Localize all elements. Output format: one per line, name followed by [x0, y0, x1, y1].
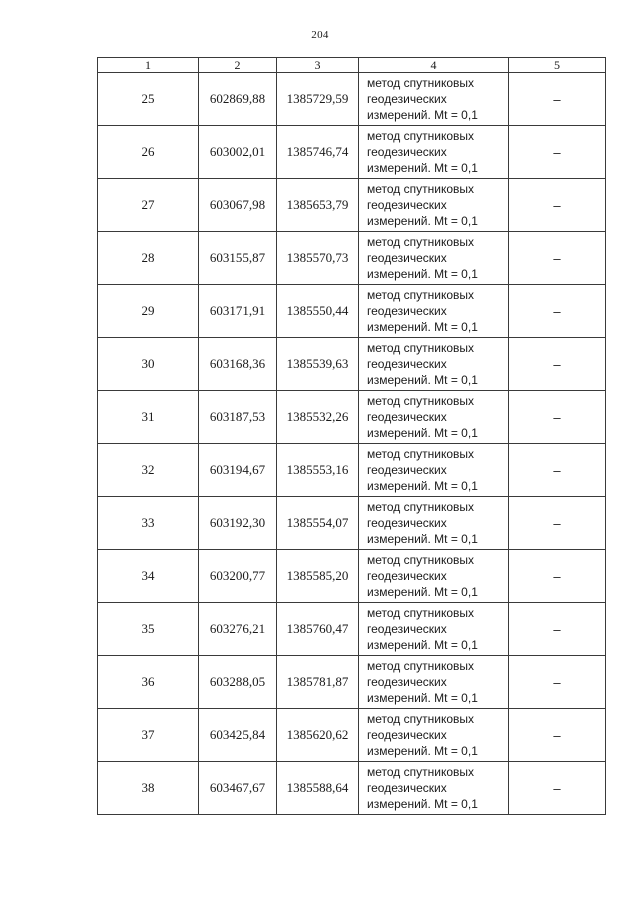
method-line-3: измерений. Mt = 0,1 [367, 426, 478, 440]
note-cell: – [509, 709, 606, 762]
method-description [359, 391, 509, 444]
note-cell: – [509, 73, 606, 126]
point-number: 26 [98, 126, 199, 179]
method-description [359, 232, 509, 285]
method-line-3: измерений. Mt = 0,1 [367, 532, 478, 546]
x-coordinate: 603425,84 [199, 709, 277, 762]
y-coordinate: 1385539,63 [277, 338, 359, 391]
y-coordinate: 1385653,79 [277, 179, 359, 232]
method-line-2: геодезических [367, 357, 447, 371]
note-cell: – [509, 444, 606, 497]
method-description [359, 709, 509, 762]
point-number: 28 [98, 232, 199, 285]
method-line-1: метод спутниковых [367, 659, 475, 673]
x-coordinate: 603276,21 [199, 603, 277, 656]
method-line-1: метод спутниковых [367, 288, 475, 302]
column-header-5: 5 [509, 58, 606, 73]
method-description [359, 126, 509, 179]
point-number: 27 [98, 179, 199, 232]
method-description [359, 285, 509, 338]
table-row [98, 550, 606, 603]
method-line-2: геодезических [367, 463, 447, 477]
y-coordinate: 1385760,47 [277, 603, 359, 656]
table-row [98, 338, 606, 391]
method-line-2: геодезических [367, 251, 447, 265]
method-line-1: метод спутниковых [367, 394, 475, 408]
table-row [98, 762, 606, 815]
table-row [98, 444, 606, 497]
method-description [359, 762, 509, 815]
x-coordinate: 603155,87 [199, 232, 277, 285]
method-line-1: метод спутниковых [367, 235, 475, 249]
method-line-3: измерений. Mt = 0,1 [367, 691, 478, 705]
x-coordinate: 603171,91 [199, 285, 277, 338]
method-line-3: измерений. Mt = 0,1 [367, 744, 478, 758]
table-body [98, 73, 606, 815]
point-number: 33 [98, 497, 199, 550]
method-line-3: измерений. Mt = 0,1 [367, 797, 478, 811]
note-cell: – [509, 603, 606, 656]
note-cell: – [509, 285, 606, 338]
x-coordinate: 603288,05 [199, 656, 277, 709]
point-number: 30 [98, 338, 199, 391]
note-cell: – [509, 126, 606, 179]
point-number: 32 [98, 444, 199, 497]
method-line-1: метод спутниковых [367, 712, 475, 726]
y-coordinate: 1385553,16 [277, 444, 359, 497]
method-line-1: метод спутниковых [367, 447, 475, 461]
x-coordinate: 603194,67 [199, 444, 277, 497]
method-line-2: геодезических [367, 516, 447, 530]
method-line-3: измерений. Mt = 0,1 [367, 585, 478, 599]
table-header [98, 58, 606, 73]
y-coordinate: 1385729,59 [277, 73, 359, 126]
x-coordinate: 603187,53 [199, 391, 277, 444]
method-line-2: геодезических [367, 304, 447, 318]
page-number: 204 [311, 29, 329, 41]
method-line-3: измерений. Mt = 0,1 [367, 214, 478, 228]
method-description [359, 603, 509, 656]
method-line-3: измерений. Mt = 0,1 [367, 479, 478, 493]
method-description [359, 444, 509, 497]
note-cell: – [509, 232, 606, 285]
method-line-2: геодезических [367, 622, 447, 636]
method-line-2: геодезических [367, 198, 447, 212]
y-coordinate: 1385588,64 [277, 762, 359, 815]
note-cell: – [509, 550, 606, 603]
note-cell: – [509, 497, 606, 550]
y-coordinate: 1385585,20 [277, 550, 359, 603]
table-row [98, 656, 606, 709]
method-line-3: измерений. Mt = 0,1 [367, 267, 478, 281]
method-line-1: метод спутниковых [367, 341, 475, 355]
y-coordinate: 1385620,62 [277, 709, 359, 762]
method-line-1: метод спутниковых [367, 182, 475, 196]
method-line-2: геодезических [367, 781, 447, 795]
table-row [98, 232, 606, 285]
point-number: 29 [98, 285, 199, 338]
table-row [98, 497, 606, 550]
y-coordinate: 1385570,73 [277, 232, 359, 285]
note-cell: – [509, 762, 606, 815]
method-line-3: измерений. Mt = 0,1 [367, 373, 478, 387]
method-description [359, 550, 509, 603]
method-line-3: измерений. Mt = 0,1 [367, 108, 478, 122]
method-line-1: метод спутниковых [367, 129, 475, 143]
y-coordinate: 1385550,44 [277, 285, 359, 338]
method-line-2: геодезических [367, 728, 447, 742]
method-description [359, 656, 509, 709]
table-row [98, 73, 606, 126]
table-row [98, 603, 606, 656]
column-header-2: 2 [199, 58, 277, 73]
method-line-3: измерений. Mt = 0,1 [367, 320, 478, 334]
method-line-2: геодезических [367, 410, 447, 424]
coordinate-table [97, 57, 606, 815]
note-cell: – [509, 656, 606, 709]
method-description [359, 338, 509, 391]
note-cell: – [509, 338, 606, 391]
point-number: 37 [98, 709, 199, 762]
x-coordinate: 603168,36 [199, 338, 277, 391]
table-row [98, 179, 606, 232]
method-line-1: метод спутниковых [367, 553, 475, 567]
column-header-4: 4 [359, 58, 509, 73]
point-number: 31 [98, 391, 199, 444]
x-coordinate: 602869,88 [199, 73, 277, 126]
method-description [359, 73, 509, 126]
point-number: 35 [98, 603, 199, 656]
method-line-2: геодезических [367, 675, 447, 689]
column-header-3: 3 [277, 58, 359, 73]
method-line-2: геодезических [367, 145, 447, 159]
y-coordinate: 1385781,87 [277, 656, 359, 709]
x-coordinate: 603200,77 [199, 550, 277, 603]
x-coordinate: 603002,01 [199, 126, 277, 179]
point-number: 38 [98, 762, 199, 815]
header-row [98, 58, 606, 73]
table-row [98, 126, 606, 179]
x-coordinate: 603192,30 [199, 497, 277, 550]
x-coordinate: 603467,67 [199, 762, 277, 815]
note-cell: – [509, 179, 606, 232]
method-line-1: метод спутниковых [367, 500, 475, 514]
method-line-1: метод спутниковых [367, 765, 475, 779]
method-line-2: геодезических [367, 569, 447, 583]
y-coordinate: 1385746,74 [277, 126, 359, 179]
method-line-3: измерений. Mt = 0,1 [367, 638, 478, 652]
y-coordinate: 1385554,07 [277, 497, 359, 550]
y-coordinate: 1385532,26 [277, 391, 359, 444]
x-coordinate: 603067,98 [199, 179, 277, 232]
table-row [98, 285, 606, 338]
method-line-1: метод спутниковых [367, 606, 475, 620]
method-description [359, 179, 509, 232]
method-line-1: метод спутниковых [367, 76, 475, 90]
point-number: 25 [98, 73, 199, 126]
point-number: 36 [98, 656, 199, 709]
method-line-2: геодезических [367, 92, 447, 106]
point-number: 34 [98, 550, 199, 603]
column-header-1: 1 [98, 58, 199, 73]
method-line-3: измерений. Mt = 0,1 [367, 161, 478, 175]
table-row [98, 709, 606, 762]
note-cell: – [509, 391, 606, 444]
method-description [359, 497, 509, 550]
table-row [98, 391, 606, 444]
